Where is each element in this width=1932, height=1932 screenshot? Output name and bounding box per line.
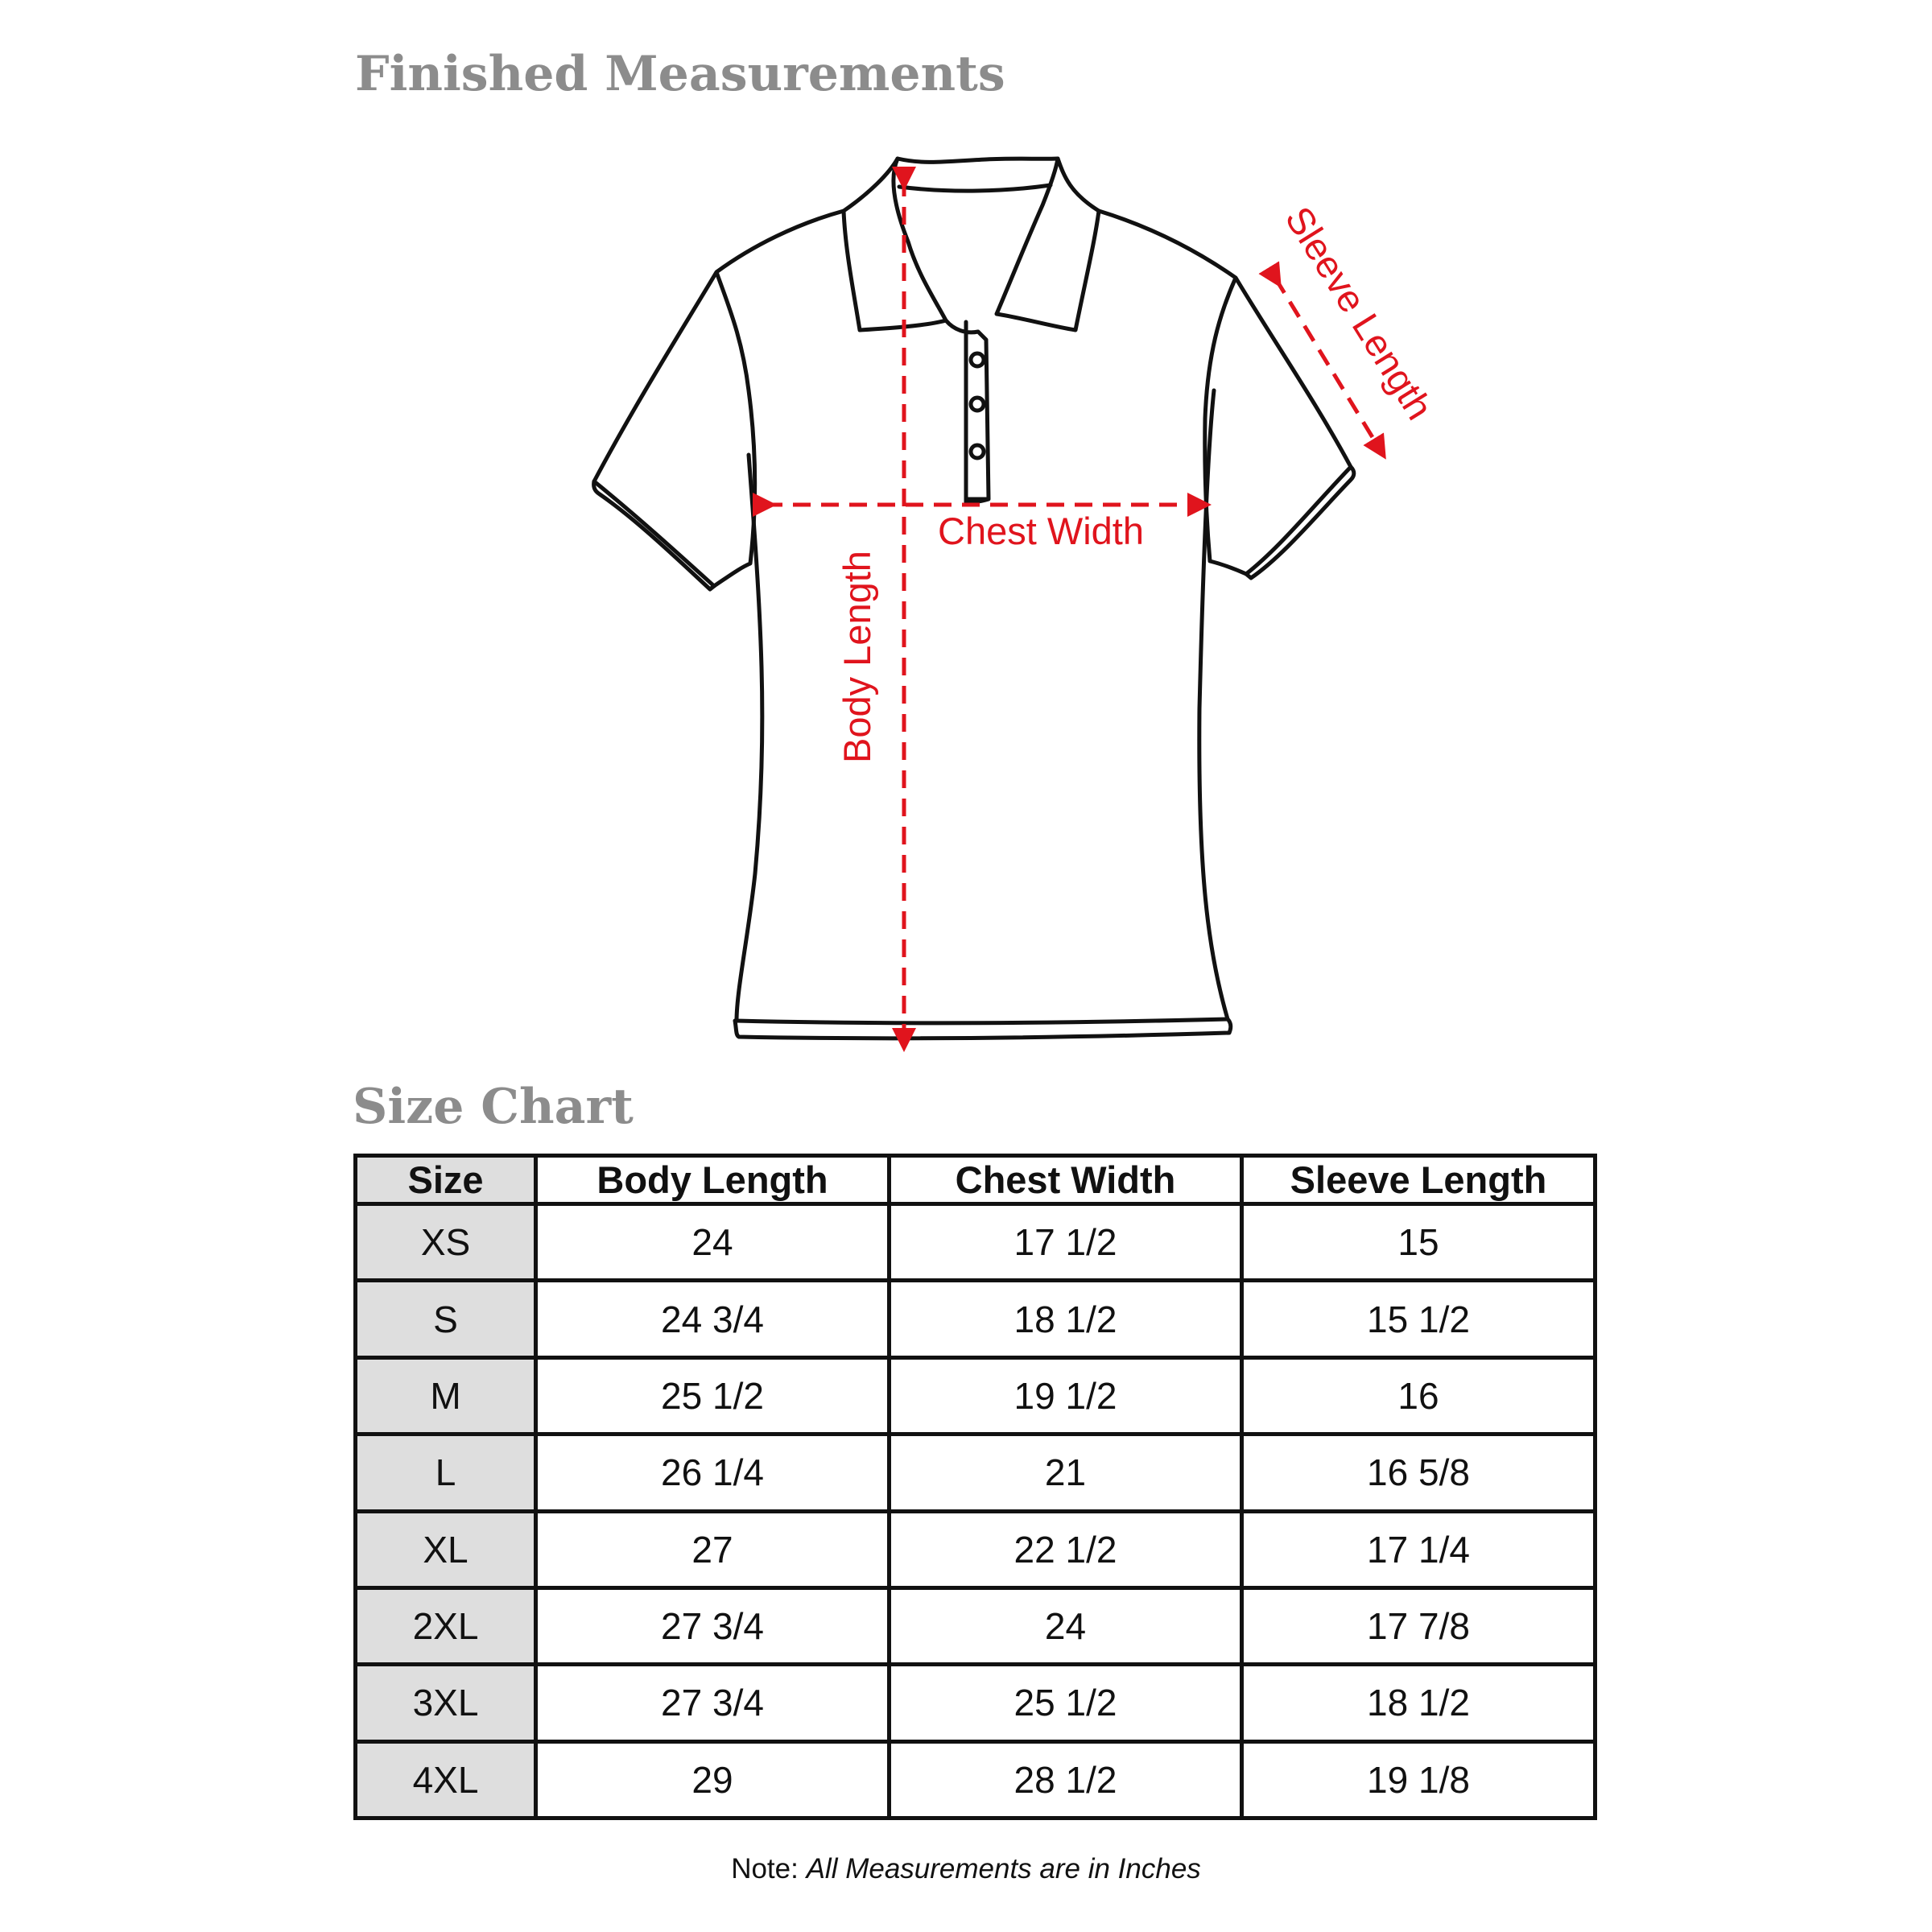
body-length-cell: 27 3/4: [536, 1587, 890, 1664]
button-3: [971, 445, 984, 458]
body-length-label: Body Length: [836, 551, 878, 763]
body-length-cell: 29: [536, 1741, 890, 1818]
table-row: [356, 1204, 1596, 1281]
measurement-note: [0, 1853, 1932, 1885]
sleeve-length-cell: 17 7/8: [1242, 1587, 1596, 1664]
sleeve-length-cell: 15 1/2: [1242, 1281, 1596, 1357]
placket-buttons: [971, 353, 984, 458]
size-cell: 3XL: [356, 1665, 536, 1741]
body-length-cell: 25 1/2: [536, 1357, 890, 1434]
body-length-cell: 27: [536, 1511, 890, 1587]
size-cell: M: [356, 1357, 536, 1434]
chest-width-cell: 19 1/2: [890, 1357, 1242, 1434]
collar-top: [898, 159, 1058, 162]
size-cell: S: [356, 1281, 536, 1357]
chest-width-cell: 18 1/2: [890, 1281, 1242, 1357]
note-prefix: Note:: [731, 1853, 799, 1885]
table-header-row: [356, 1156, 1596, 1204]
body-length-cell: 26 1/4: [536, 1435, 890, 1511]
chest-width-cell: 22 1/2: [890, 1511, 1242, 1587]
note-text: All Measurements are in Inches: [806, 1853, 1201, 1885]
chest-width-cell: 28 1/2: [890, 1741, 1242, 1818]
body-length-cell: 24 3/4: [536, 1281, 890, 1357]
placket: [946, 320, 989, 503]
finished-measurements-heading: Finished Measurements: [355, 46, 1005, 102]
chest-width-cell: 21: [890, 1435, 1242, 1511]
size-chart-heading: Size Chart: [353, 1079, 634, 1135]
size-cell: 2XL: [356, 1587, 536, 1664]
header-sleeve-length: Sleeve Length: [1242, 1156, 1596, 1204]
table-row: [356, 1741, 1596, 1818]
table-row: [356, 1587, 1596, 1664]
sleeve-length-cell: 16 5/8: [1242, 1435, 1596, 1511]
chest-width-cell: 25 1/2: [890, 1665, 1242, 1741]
shirt-outline: [594, 159, 1354, 1038]
table-row: [356, 1281, 1596, 1357]
sleeve-length-cell: 16: [1242, 1357, 1596, 1434]
table-row: [356, 1665, 1596, 1741]
size-cell: XS: [356, 1204, 536, 1281]
size-cell: L: [356, 1435, 536, 1511]
button-2: [971, 398, 984, 411]
collar-back: [899, 185, 1051, 191]
button-1: [971, 353, 984, 366]
header-body-length: Body Length: [536, 1156, 890, 1204]
table-row: [356, 1511, 1596, 1587]
left-sleeve: [594, 211, 844, 586]
sleeve-length-cell: 15: [1242, 1204, 1596, 1281]
header-size: Size: [356, 1156, 536, 1204]
sleeve-length-cell: 18 1/2: [1242, 1665, 1596, 1741]
size-cell: 4XL: [356, 1741, 536, 1818]
body-length-cell: 24: [536, 1204, 890, 1281]
sleeve-length-label: Sleeve Length: [1277, 199, 1442, 427]
sleeve-length-cell: 19 1/8: [1242, 1741, 1596, 1818]
left-collar: [844, 159, 946, 330]
body-length-cell: 27 3/4: [536, 1665, 890, 1741]
sleeve-length-cell: 17 1/4: [1242, 1511, 1596, 1587]
chest-width-label: Chest Width: [938, 510, 1144, 552]
table-row: [356, 1357, 1596, 1434]
shirt-body: [737, 390, 1228, 1023]
chest-width-cell: 17 1/2: [890, 1204, 1242, 1281]
chest-width-cell: 24: [890, 1587, 1242, 1664]
size-chart-table: [353, 1154, 1597, 1820]
header-chest-width: Chest Width: [890, 1156, 1242, 1204]
table-row: [356, 1435, 1596, 1511]
size-cell: XL: [356, 1511, 536, 1587]
